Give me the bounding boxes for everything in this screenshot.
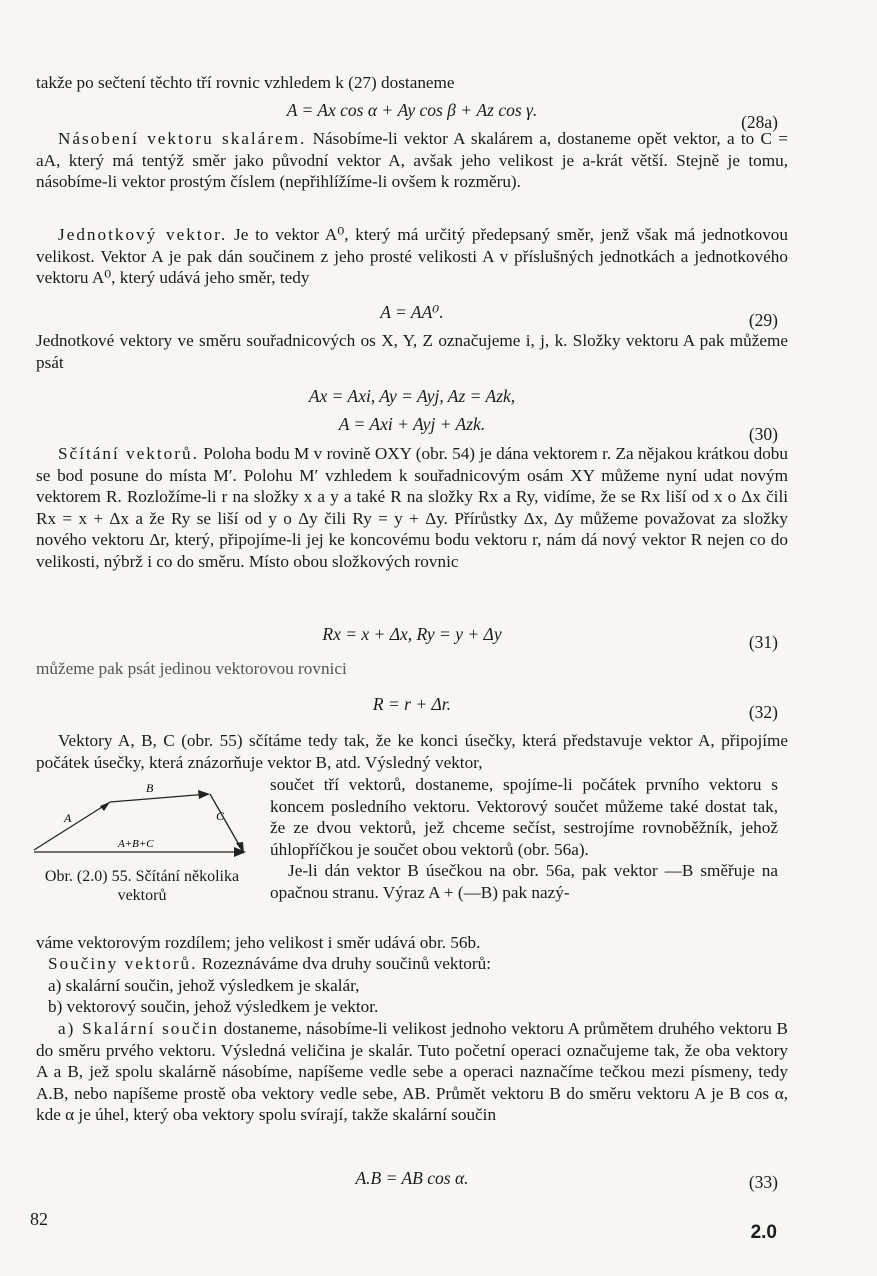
equation-28a: A = Ax cos α + Ay cos β + Az cos γ. (28a): [286, 100, 778, 132]
equation-33: A.B = AB cos α. (33): [355, 1168, 778, 1192]
wrapped-paragraph: součet tří vektorů, dostaneme, spojíme-li počátek prvního vektoru s koncem posledního vektoru. Vektorový součet můžeme také dostat tak, že ze dvou vektorů, jež chceme sečíst, sestrojíme rovnoběžník, jehož úhlopříčkou je součet obou vektorů (obr. 56a). Je-li dán vektor B úsečkou na obr. 56a, pak vektor —B směřuje na opačnou stranu. Výraz A + (—B) pak nazý-: [270, 775, 778, 902]
vector-b-arrowhead: [198, 790, 210, 799]
vector-addition-paragraph: Sčítání vektorů. Poloha bodu M v rovině OXY (obr. 54) je dána vektorem r. Za nějakou krátkou dobu se bod posune do místa M′. Polohu M′ vzhledem k souřadnicovým osám XY můžeme nyní udat novým vektorem R. Rozložíme-li r na složky x a y a také R na složky Rx a Ry, vidíme, že se Rx liší od x o Δx čili Rx = x + Δx a že Ry se liší od y o Δy čili Ry = y + Δy. Přírůstky Δx, Δy můžeme považovat za složky nového vektoru Δr, který, připojíme-li jej ke koncovému bodu vektoru r, nám dá nový vektor R nejen co do velikosti, nýbrž i co do směru. Místo obou složkových rovnic: [36, 444, 788, 571]
equation-31: Rx = x + Δx, Ry = y + Δy (31): [322, 624, 778, 652]
equation-30-components: Ax = Axi, Ay = Ayj, Az = Azk,: [308, 386, 516, 406]
vector-sum-figure: [28, 782, 258, 862]
multiplication-paragraph: Násobení vektoru skalárem. Násobíme-li vektor A skalárem a, dostaneme opět vektor, a to C = aA, který má tentýž směr jako původní vektor A, avšak jeho velikost je a-krát větší. Stejně je tomu, násobíme-li vektor prostým číslem (nepřihlížíme-li ovšem k rozměru).: [36, 129, 788, 191]
list-item: a) skalární součin, jehož výsledkem je skalár,: [48, 975, 360, 995]
equation-32: R = r + Δr. (32): [372, 694, 778, 722]
section-number: 2.0: [750, 1222, 777, 1243]
vectors-sum-paragraph: Vektory A, B, C (obr. 55) sčítáme tedy tak, že ke konci úsečky, která představuje vektor A, připojíme počátek úsečky, která znázorňuje vektor B, atd. Výsledný vektor,: [36, 731, 788, 772]
figure-label-b: B: [146, 782, 154, 795]
unit-vector-paragraph: Jednotkový vektor. Je to vektor A⁰, který má určitý předepsaný směr, jenž však má jednotkovou velikost. Vektor A je pak dán součinem z jeho prosté velikosti A v příslušných jednotkách a jednotkového vektoru A⁰, který udává jeho směr, tedy: [36, 225, 788, 287]
figure-label-a: A: [64, 811, 72, 825]
list-item: b) vektorový součin, jehož výsledkem je vektor.: [48, 997, 379, 1016]
difference-paragraph: váme vektorovým rozdílem; jeho velikost i směr udává obr. 56b.: [36, 933, 481, 952]
scalar-product-paragraph: a) Skalární součin dostaneme, násobíme-li velikost jednoho vektoru A průmětem druhého vektoru B do směru prvého vektoru. Výsledná veličina je skalár. Tuto početní operaci označujeme tak, že oba vektory A a B, jež spolu skalárně násobíme, napíšeme vedle sebe a operaci naznačíme tečkou mezi písmeny, tedy A.B, nebo napíšeme prostě oba vektory vedle sebe, AB. Průmět vektoru B do směru vektoru A je B cos α, kde α je úhel, který oba vektory spolu svírají, takže skalární součin: [36, 1019, 788, 1124]
vector-a-line: [34, 802, 110, 850]
equation-29: A = AA⁰. (29): [380, 302, 778, 330]
equation-30: A = Axi + Ayj + Azk. (30): [338, 414, 778, 444]
vector-a-arrowhead: [100, 802, 110, 811]
intro-paragraph: takže po sečtení těchto tří rovnic vzhledem k (27) dostaneme: [36, 73, 455, 92]
figure-caption: Obr. (2.0) 55. Sčítání několika vektorů: [44, 868, 240, 904]
figure-label-c: C: [216, 809, 225, 823]
figure-label-sum: A+B+C: [118, 838, 154, 850]
vector-b-line: [110, 794, 208, 802]
single-equation-paragraph: můžeme pak psát jedinou vektorovou rovnici: [36, 659, 347, 678]
vector-c-line: [210, 794, 242, 850]
products-paragraph: Součiny vektorů. Rozeznáváme dva druhy součinů vektorů: a) skalární součin, jehož výsledkem je skalár, b) vektorový součin, jehož výsledkem je vektor.: [36, 953, 788, 1018]
page-number: 82: [30, 1209, 48, 1229]
unit-vectors-axes-paragraph: Jednotkové vektory ve směru souřadnicových os X, Y, Z označujeme i, j, k. Složky vektoru A pak můžeme psát: [36, 331, 788, 372]
